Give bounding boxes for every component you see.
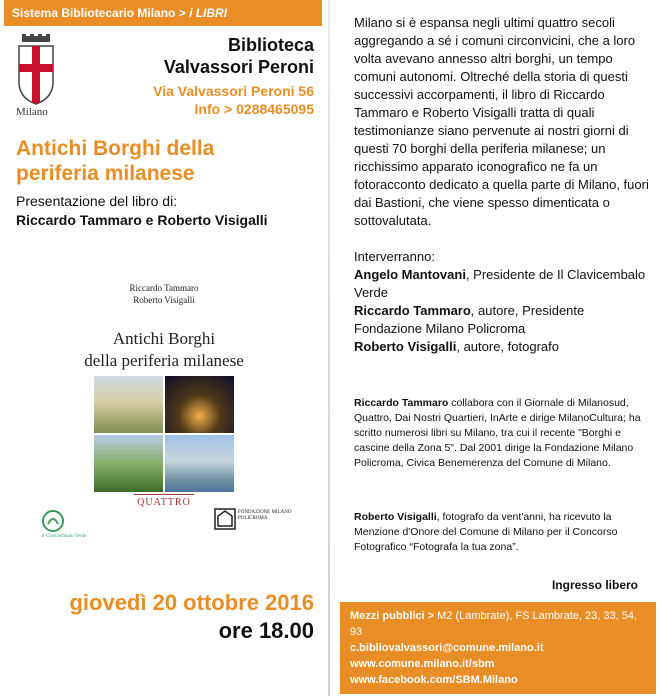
clavicembalo-logo-icon <box>40 508 66 534</box>
bio-tammaro: Riccardo Tammaro collabora con il Giornale di Milanosud, Quattro, Dai Nostri Quartieri, InArte e dirige MilanoCultura; ha scritto numerosi libri su Milano, tra cui il recente "Borghi e cascine della Zona 5". Dal 2001 dirige la Fondazione Milano Policroma, Civica Benemerenza del Comune di Milano. <box>354 397 641 469</box>
presentation-text: Presentazione del libro di: Riccardo Tammaro e Roberto Visigalli <box>16 192 316 230</box>
policroma-logo-icon <box>214 508 236 530</box>
book-authors: Riccardo Tammaro Roberto Visigalli <box>129 283 199 305</box>
book-description: Milano si è espansa negli ultimi quattro secoli aggregando a sé i comuni circonvicini, che a loro volta avevano annesso altri borghi, un tempo comuni autonomi. Oltreché della storia di questi successivi accorpamenti, il libro di Riccardo Tammaro e Roberto Visigalli tratta di quali testimonianze siano pervenute ai nostri giorni di questi 70 borghi della periferia milanese; un ricchissimo apparato iconografico ne fa un fotoracconto dedicato a quella parte di Milano, fuori dai Bastioni, che viene spesso dimenticata o sottovalutata. <box>354 15 649 228</box>
photo-canal <box>165 435 234 492</box>
crest-label: Milano <box>16 106 48 118</box>
fold-divider <box>328 0 330 696</box>
email-link[interactable]: c.bibliovalvassori@comune.milano.it <box>350 642 544 654</box>
transport-box <box>340 602 656 694</box>
info-phone: Info > 0288465095 <box>194 101 314 117</box>
facebook-link[interactable]: www.facebook.com/SBM.Milano <box>350 674 518 686</box>
system-label: Sistema Bibliotecario Milano > <box>12 6 186 20</box>
speakers-heading: Interverranno: <box>354 249 435 264</box>
speaker-item: Angelo Mantovani, Presidente de Il Clavicembalo Verde <box>354 267 646 300</box>
speaker-item: Riccardo Tammaro, autore, Presidente Fondazione Milano Policroma <box>354 303 585 336</box>
policroma-label: FONDAZIONE MILANO POLICROMA <box>238 510 292 521</box>
photo-church-night <box>165 376 234 433</box>
header-bar <box>4 0 322 26</box>
speaker-item: Roberto Visigalli, autore, fotografo <box>354 339 559 354</box>
website-link[interactable]: www.comune.milano.it/sbm <box>350 658 495 670</box>
transport-lines: Mezzi pubblici > M2 (Lambrate), FS Lambrate, 23, 33, 54, 93 <box>350 610 638 638</box>
clavicembalo-label: il Clavicembalo Verde <box>41 534 87 539</box>
event-time: ore 18.00 <box>218 618 314 643</box>
photo-villa <box>94 376 163 433</box>
quattro-logo: QUATTRO <box>134 494 194 513</box>
speakers-list <box>354 266 650 356</box>
brand-label: i LIBRI <box>189 6 228 20</box>
event-authors: Riccardo Tammaro e Roberto Visigalli <box>16 212 268 228</box>
library-name: Biblioteca Valvassori Peroni <box>163 35 314 77</box>
book-photos <box>94 376 234 492</box>
free-entry: Ingresso libero <box>551 578 638 592</box>
event-title: Antichi Borghi della periferia milanese <box>16 137 215 185</box>
library-address: Via Valvassori Peroni 56 Info > 0288465095 <box>153 83 314 117</box>
bio-visigalli: Roberto Visigalli, fotografo da vent'anni, ha ricevuto la Menzione d'Onore del Comune di Milano per il Concorso Fotografico “Fotografa la tua zona”. <box>354 511 618 553</box>
left-panel <box>4 0 326 696</box>
book-cover <box>34 272 294 542</box>
book-title: Antichi Borghi della periferia milanese <box>84 329 244 370</box>
right-panel <box>340 0 658 696</box>
photo-rural-building <box>94 435 163 492</box>
event-date: giovedì 20 ottobre 2016 <box>69 590 314 615</box>
milano-crest-icon <box>16 34 56 106</box>
